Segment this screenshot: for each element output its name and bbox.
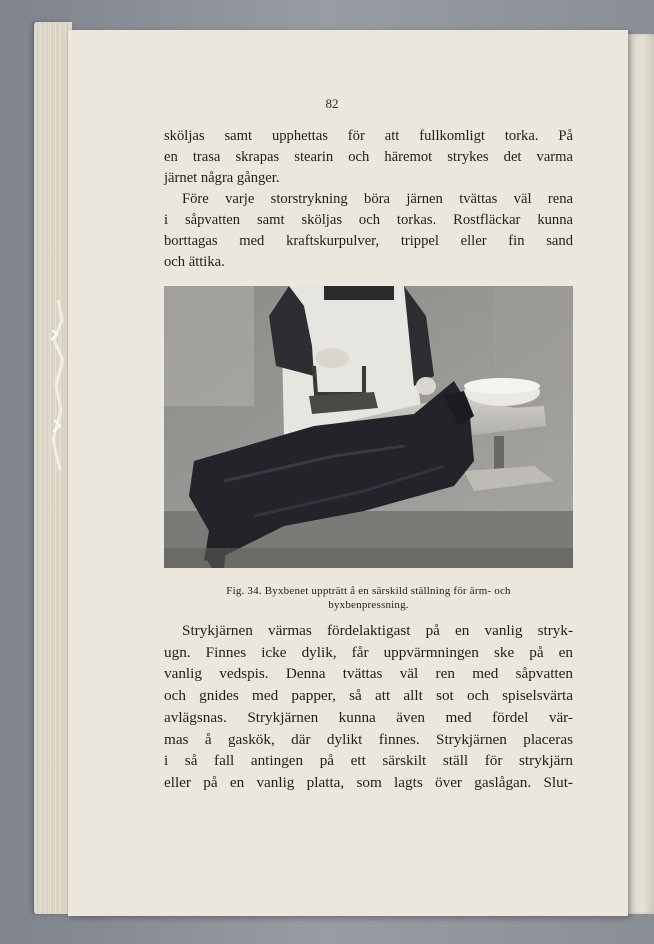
text-line: sköljas samt upphettas för att fullkomligt torka. På [164, 128, 573, 144]
text-line: Före varje storstrykning böra järnen tvättas väl rena [182, 191, 573, 207]
text-line: mas å gaskök, där dylikt finnes. Strykjärnen placeras [164, 730, 573, 748]
page-number: 82 [325, 96, 339, 111]
text-line: och ättika. [164, 254, 225, 270]
caption-line: Fig. 34. Byxbenet uppträtt å en särskild ställning för ärm- och [226, 585, 511, 597]
text-line: eller på en vanlig platta, som lagts över gaslågan. Slut- [164, 773, 573, 791]
text-line: en trasa skrapas stearin och häremot strykes det varma [164, 149, 573, 165]
text-line: ugn. Finnes icke dylik, får uppvärmningen ske på en [164, 643, 573, 661]
text-line: järnet några gånger. [164, 170, 280, 186]
text-line: vanlig vedspis. Denna tvättas väl ren med såpvatten [164, 665, 573, 683]
figure-caption [164, 584, 573, 612]
text-line: och gnides med papper, så att allt sot och spiselsvärta [164, 687, 573, 705]
caption-line: byxbenpressning. [328, 599, 409, 611]
torn-binding-thread [48, 300, 68, 480]
figure-photo [164, 286, 573, 568]
text-line: i så fall antingen på ett särskilt ställ för strykjärn [164, 752, 573, 770]
ironing-photo-illustration [164, 286, 573, 568]
text-line: i såpvatten samt sköljas och torkas. Rostfläckar kunna [164, 212, 573, 228]
text-line: borttagas med kraftskurpulver, trippel eller fin sand [164, 233, 573, 249]
text-line: Strykjärnen värmas fördelaktigast på en vanlig stryk- [182, 622, 573, 639]
paragraph-bottom [164, 620, 573, 794]
text-line: avlägsnas. Strykjärnen kunna även med fördel vär- [164, 708, 573, 726]
facing-page-edge [626, 34, 654, 914]
paragraph-top [164, 126, 573, 273]
